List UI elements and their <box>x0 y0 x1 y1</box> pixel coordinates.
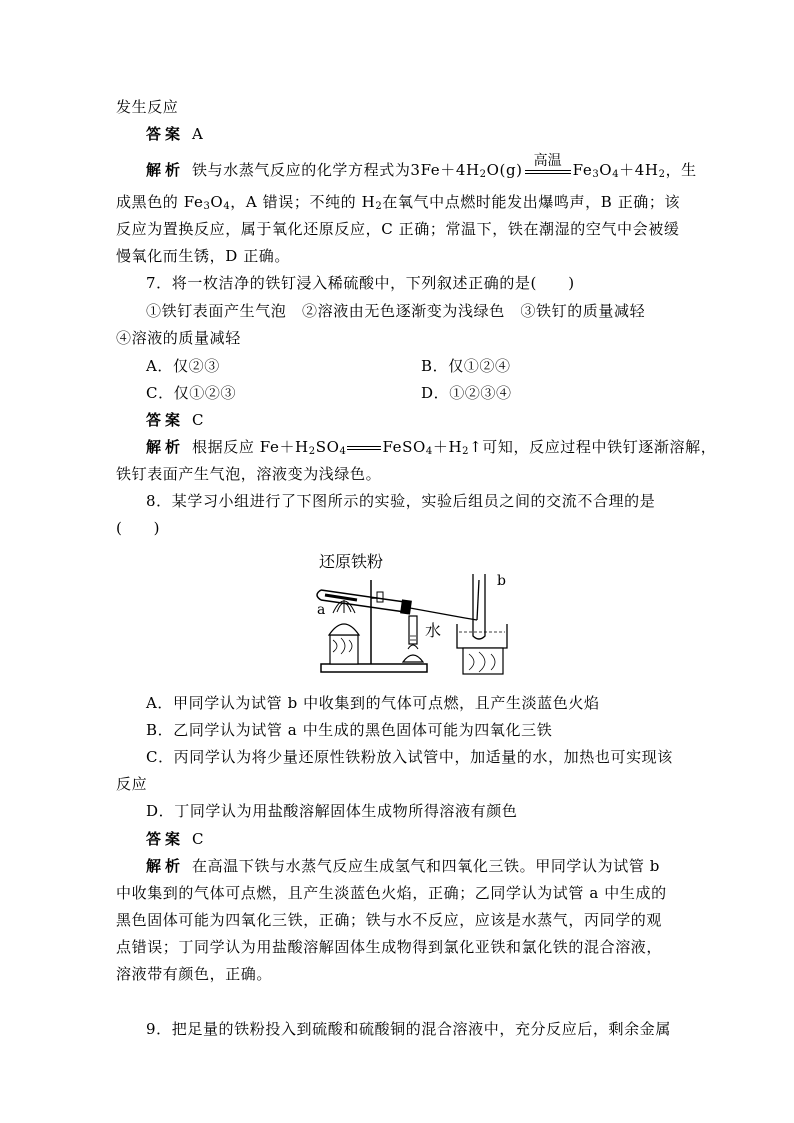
q8-answer-line <box>146 829 681 849</box>
text: 铁与水蒸气反应的化学方程式为 <box>192 161 411 179</box>
text: 成黑色的 Fe <box>116 193 204 211</box>
q6-explanation-line-3: 反应为置换反应，属于氧化还原反应，C 正确；常温下，铁在潮湿的空气中会被缓 <box>116 220 680 238</box>
answer-value: A <box>192 125 204 143</box>
q8-explanation-line-3: 黑色固体可能为四氧化三铁，正确；铁与水不反应，应该是水蒸气，丙同学的观 <box>116 911 663 929</box>
q7-option-a: A．仅②③ <box>146 357 220 375</box>
text: 在氧气中点燃时能发出爆鸣声，B 正确；该 <box>382 193 681 211</box>
q8-option-b: B．乙同学认为试管 a 中生成的黑色固体可能为四氧化三铁 <box>146 721 553 739</box>
q8-option-a: A．甲同学认为试管 b 中收集到的气体可点燃，且产生淡蓝色火焰 <box>146 694 600 712</box>
q8-option-d: D．丁同学认为用盐酸溶解固体生成物所得溶液有颜色 <box>146 802 518 820</box>
q7-stem: 7．将一枚洁净的铁钉浸入稀硫酸中，下列叙述正确的是( ) <box>146 274 575 292</box>
text: ，A 错误；不纯的 H <box>230 193 376 211</box>
q8-option-c: C．丙同学认为将少量还原性铁粉放入试管中，加适量的水，加热也可实现该 <box>146 748 673 766</box>
text-line: 发生反应 <box>116 98 179 116</box>
label-a: a <box>317 602 326 618</box>
q8-stem-2: ( ) <box>116 519 161 537</box>
text: ＋4H <box>619 161 659 179</box>
q8-stem: 8．某学习小组进行了下图所示的实验，实验后组员之间的交流不合理的是 <box>146 492 656 510</box>
q7-answer-line <box>146 410 681 430</box>
q6-explanation-line-1 <box>146 153 697 180</box>
q7-option-c: C．仅①②③ <box>146 384 237 402</box>
text: Fe <box>572 161 593 179</box>
q8-option-c-cont: 反应 <box>116 775 148 793</box>
q6-answer-line <box>146 124 681 144</box>
apparatus-figure <box>297 540 519 676</box>
text: 3Fe＋4H <box>410 161 480 179</box>
alcohol-lamp-right <box>403 655 423 662</box>
base-board <box>321 664 427 672</box>
figure-title: 还原铁粉 <box>319 552 384 571</box>
subscript: 4 <box>339 446 347 457</box>
q6-explanation-line-4: 慢氧化而生锈，D 正确。 <box>116 247 290 265</box>
equals-sign <box>347 437 381 457</box>
delivery-tube <box>410 608 477 620</box>
text: FeSO <box>382 438 426 456</box>
text: O(g) <box>486 161 523 179</box>
q7-items-line-2: ④溶液的质量减轻 <box>116 329 241 347</box>
alcohol-lamp-left <box>329 624 359 635</box>
q7-items-line-1: ①铁钉表面产生气泡 ②溶液由无色逐渐变为浅绿色 ③铁钉的质量减轻 <box>146 302 646 320</box>
text: 根据反应 Fe＋H <box>192 438 309 456</box>
subscript: 4 <box>425 446 433 457</box>
subscript: 2 <box>658 169 666 180</box>
q8-explanation-line-5: 溶液带有颜色，正确。 <box>116 965 273 983</box>
label-b: b <box>497 573 506 589</box>
text: 在高温下铁与水蒸气反应生成氢气和四氧化三铁。甲同学认为试管 b <box>192 857 660 875</box>
q7-option-b: B．仅①②④ <box>421 357 511 375</box>
q6-explanation-line-2 <box>116 192 681 212</box>
answer-value: C <box>192 830 205 848</box>
subscript: 4 <box>223 201 231 212</box>
text: ＋H <box>432 438 463 456</box>
text: ↑可知，反应过程中铁钉逐渐溶解， <box>469 438 717 456</box>
text: O <box>210 193 224 211</box>
subscript: 2 <box>308 446 316 457</box>
reaction-condition: 高温 <box>533 153 562 169</box>
q8-explanation-line-2: 中收集到的气体可点燃，且产生淡蓝色火焰，正确；乙同学认为试管 a 中生成的 <box>116 884 667 902</box>
subscript: 4 <box>612 169 620 180</box>
explanation-label: 解析 <box>146 438 185 456</box>
q8-explanation-line-4: 点错误；丁同学认为用盐酸溶解固体生成物得到氯化亚铁和氯化铁的混合溶液， <box>116 938 663 956</box>
label-water: 水 <box>425 621 442 640</box>
answer-label: 答案 <box>146 830 185 848</box>
text: ，生 <box>665 161 697 179</box>
q7-option-d: D．①②③④ <box>421 384 512 402</box>
subscript: 3 <box>592 169 600 180</box>
text: SO <box>315 438 340 456</box>
reaction-arrow <box>525 153 571 180</box>
wood-block-right <box>463 648 503 674</box>
subscript: 2 <box>462 446 470 457</box>
water-trough <box>457 624 507 648</box>
explanation-label: 解析 <box>146 161 185 179</box>
q9-stem: 9．把足量的铁粉投入到硫酸和硫酸铜的混合溶液中，充分反应后，剩余金属 <box>146 1020 671 1038</box>
answer-value: C <box>192 411 205 429</box>
subscript: 2 <box>375 201 383 212</box>
answer-label: 答案 <box>146 411 185 429</box>
q8-explanation-line-1 <box>146 856 681 876</box>
text: O <box>599 161 613 179</box>
q7-explanation-line-2: 铁钉表面产生气泡，溶液变为浅绿色。 <box>116 465 382 483</box>
subscript: 2 <box>479 169 487 180</box>
answer-label: 答案 <box>146 125 185 143</box>
subscript: 3 <box>203 201 211 212</box>
explanation-label: 解析 <box>146 857 185 875</box>
q7-explanation-line-1 <box>146 437 717 457</box>
